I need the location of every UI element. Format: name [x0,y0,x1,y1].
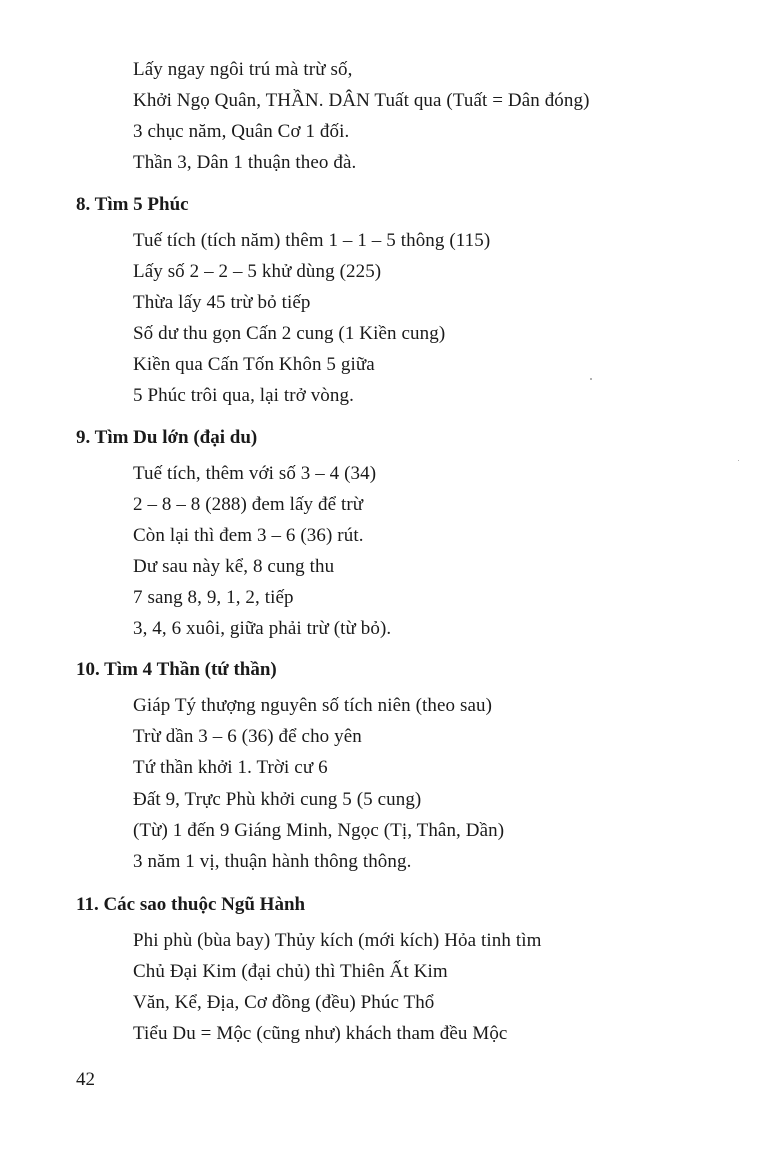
intro-line: Thần 3, Dân 1 thuận theo đà. [133,152,357,173]
verse-line: Thừa lấy 45 trừ bỏ tiếp [133,292,311,313]
verse-line: 2 – 8 – 8 (288) đem lấy để trừ [133,494,364,515]
scan-speck [590,378,592,380]
verse-line: 3, 4, 6 xuôi, giữa phải trừ (từ bỏ). [133,618,392,639]
verse-line: Giáp Tý thượng nguyên số tích niên (theo sau) [133,695,493,716]
verse-line: Đất 9, Trực Phù khởi cung 5 (5 cung) [133,789,422,810]
verse-line: Số dư thu gọn Cấn 2 cung (1 Kiền cung) [133,323,446,344]
verse-line: Tứ thần khởi 1. Trời cư 6 [133,757,328,778]
section-heading: 10. Tìm 4 Thần (tứ thần) [76,659,277,680]
verse-line: Chủ Đại Kim (đại chủ) thì Thiên Ất Kim [133,961,448,982]
verse-line: Trừ dần 3 – 6 (36) để cho yên [133,726,362,747]
verse-line: 3 năm 1 vị, thuận hành thông thông. [133,851,412,872]
section-heading: 9. Tìm Du lớn (đại du) [76,427,258,448]
verse-line: Tiểu Du = Mộc (cũng như) khách tham đều Mộc [133,1023,508,1044]
section-heading: 11. Các sao thuộc Ngũ Hành [76,894,306,915]
verse-line: Còn lại thì đem 3 – 6 (36) rút. [133,525,364,546]
verse-line: Phi phù (bùa bay) Thủy kích (mới kích) Hỏa tinh tìm [133,930,542,951]
page-number: 42 [76,1069,95,1090]
verse-line: Lấy số 2 – 2 – 5 khử dùng (225) [133,261,382,282]
verse-line: 5 Phúc trôi qua, lại trở vòng. [133,385,354,406]
verse-line: Văn, Kể, Địa, Cơ đồng (đều) Phúc Thổ [133,992,435,1013]
verse-line: (Từ) 1 đến 9 Giáng Minh, Ngọc (Tị, Thân, Dần) [133,820,505,841]
scan-speck [738,460,739,461]
verse-line: Tuế tích, thêm với số 3 – 4 (34) [133,463,377,484]
verse-line: 7 sang 8, 9, 1, 2, tiếp [133,587,294,608]
intro-line: Lấy ngay ngôi trú mà trừ số, [133,59,353,80]
section-heading: 8. Tìm 5 Phúc [76,194,189,215]
verse-line: Tuế tích (tích năm) thêm 1 – 1 – 5 thông (115) [133,230,491,251]
intro-line: Khởi Ngọ Quân, THẦN. DÂN Tuất qua (Tuất = Dân đóng) [133,90,590,111]
intro-line: 3 chục năm, Quân Cơ 1 đối. [133,121,350,142]
verse-line: Kiền qua Cấn Tốn Khôn 5 giữa [133,354,375,375]
verse-line: Dư sau này kể, 8 cung thu [133,556,335,577]
